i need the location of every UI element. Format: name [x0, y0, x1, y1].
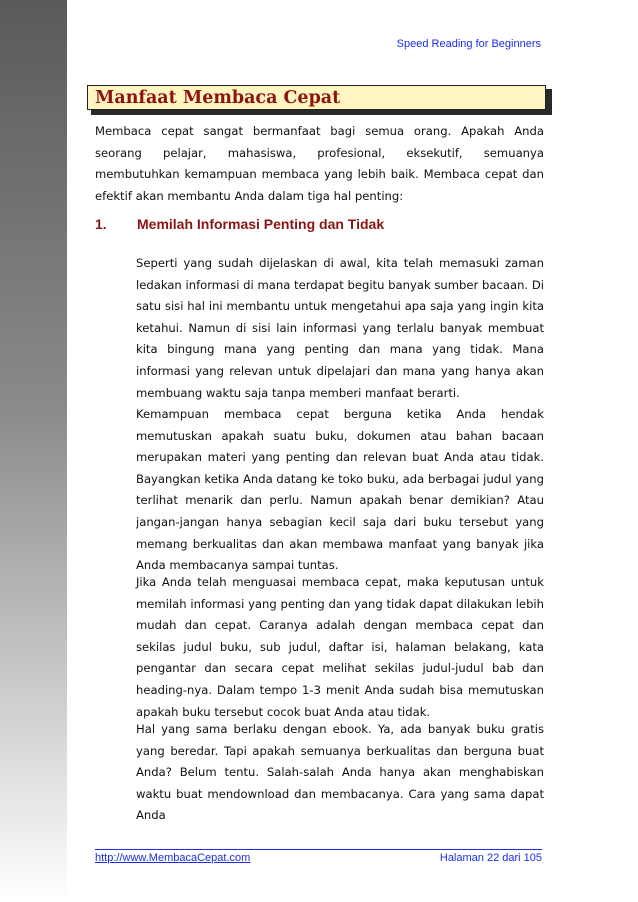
intro-paragraph: Membaca cepat sangat bermanfaat bagi semua orang. Apakah Anda seorang pelajar, mahasiswa, profesional, eksekutif, semuanya membutuhkan kemampuan membaca yang lebih baik. Membaca cepat dan efektif akan membantu Anda dalam tiga hal penting: — [95, 124, 544, 203]
body-paragraph-3: Jika Anda telah menguasai membaca cepat, maka keputusan untuk memilah informasi yang penting dan yang tidak dapat dilakukan lebih mudah dan cepat. Caranya adalah dengan membaca cepat dan sekilas judul buku, sub judul, daftar isi, halaman belakang, kata pengantar dan secara cepat melihat sekilas judul-judul bab dan heading-nya. Dalam tempo 1-3 menit Anda sudah bisa memutuskan apakah buku tersebut cocok buat Anda atau tidak. — [136, 575, 544, 719]
side-decorative-strip — [0, 0, 67, 902]
footer-website-link[interactable]: http://www.MembacaCepat.com — [95, 852, 251, 864]
chapter-title-box — [87, 85, 548, 111]
chapter-title: Manfaat Membaca Cepat — [95, 88, 341, 108]
section-number: 1. — [95, 216, 107, 232]
title-box-frame — [87, 85, 546, 110]
body-paragraph-1: Seperti yang sudah dijelaskan di awal, kita telah memasuki zaman ledakan informasi di mana terdapat begitu banyak sumber bacaan. Di satu sisi hal ini membantu untuk mengetahui apa saja yang ingin kita ketahui. Namun di sisi lain informasi yang terlalu banyak membuat kita bingung mana yang penting dan mana yang tidak. Mana informasi yang relevan untuk dipelajari dan mana yang hanya akan membuang waktu saja tanpa memberi manfaat berarti. — [136, 256, 544, 400]
body-paragraph-2: Kemampuan membaca cepat berguna ketika Anda hendak memutuskan apakah suatu buku, dokumen atau bahan bacaan merupakan materi yang penting dan relevan buat Anda atau tidak. Bayangkan ketika Anda datang ke toko buku, ada berbagai judul yang terlihat menarik dan perlu. Namun apakah benar demikian? Atau jangan-jangan hanya sebagian kecil saja dari buku tersebut yang memang berkualitas dan akan membawa manfaat yang banyak jika Anda membacanya sampai tuntas. — [136, 407, 544, 573]
section-title: Memilah Informasi Penting dan Tidak — [137, 216, 385, 232]
footer-divider — [95, 849, 542, 850]
body-paragraph-4: Hal yang sama berlaku dengan ebook. Ya, ada banyak buku gratis yang beredar. Tapi apakah semuanya berkualitas dan berguna buat Anda? Belum tentu. Salah-salah Anda hanya akan menghabiskan waktu buat mendownload dan membacanya. Cara yang sama dapat Anda — [136, 722, 544, 823]
footer-page-number: Halaman 22 dari 105 — [439, 852, 542, 864]
running-header: Speed Reading for Beginners — [396, 38, 541, 50]
section-heading — [95, 216, 544, 232]
